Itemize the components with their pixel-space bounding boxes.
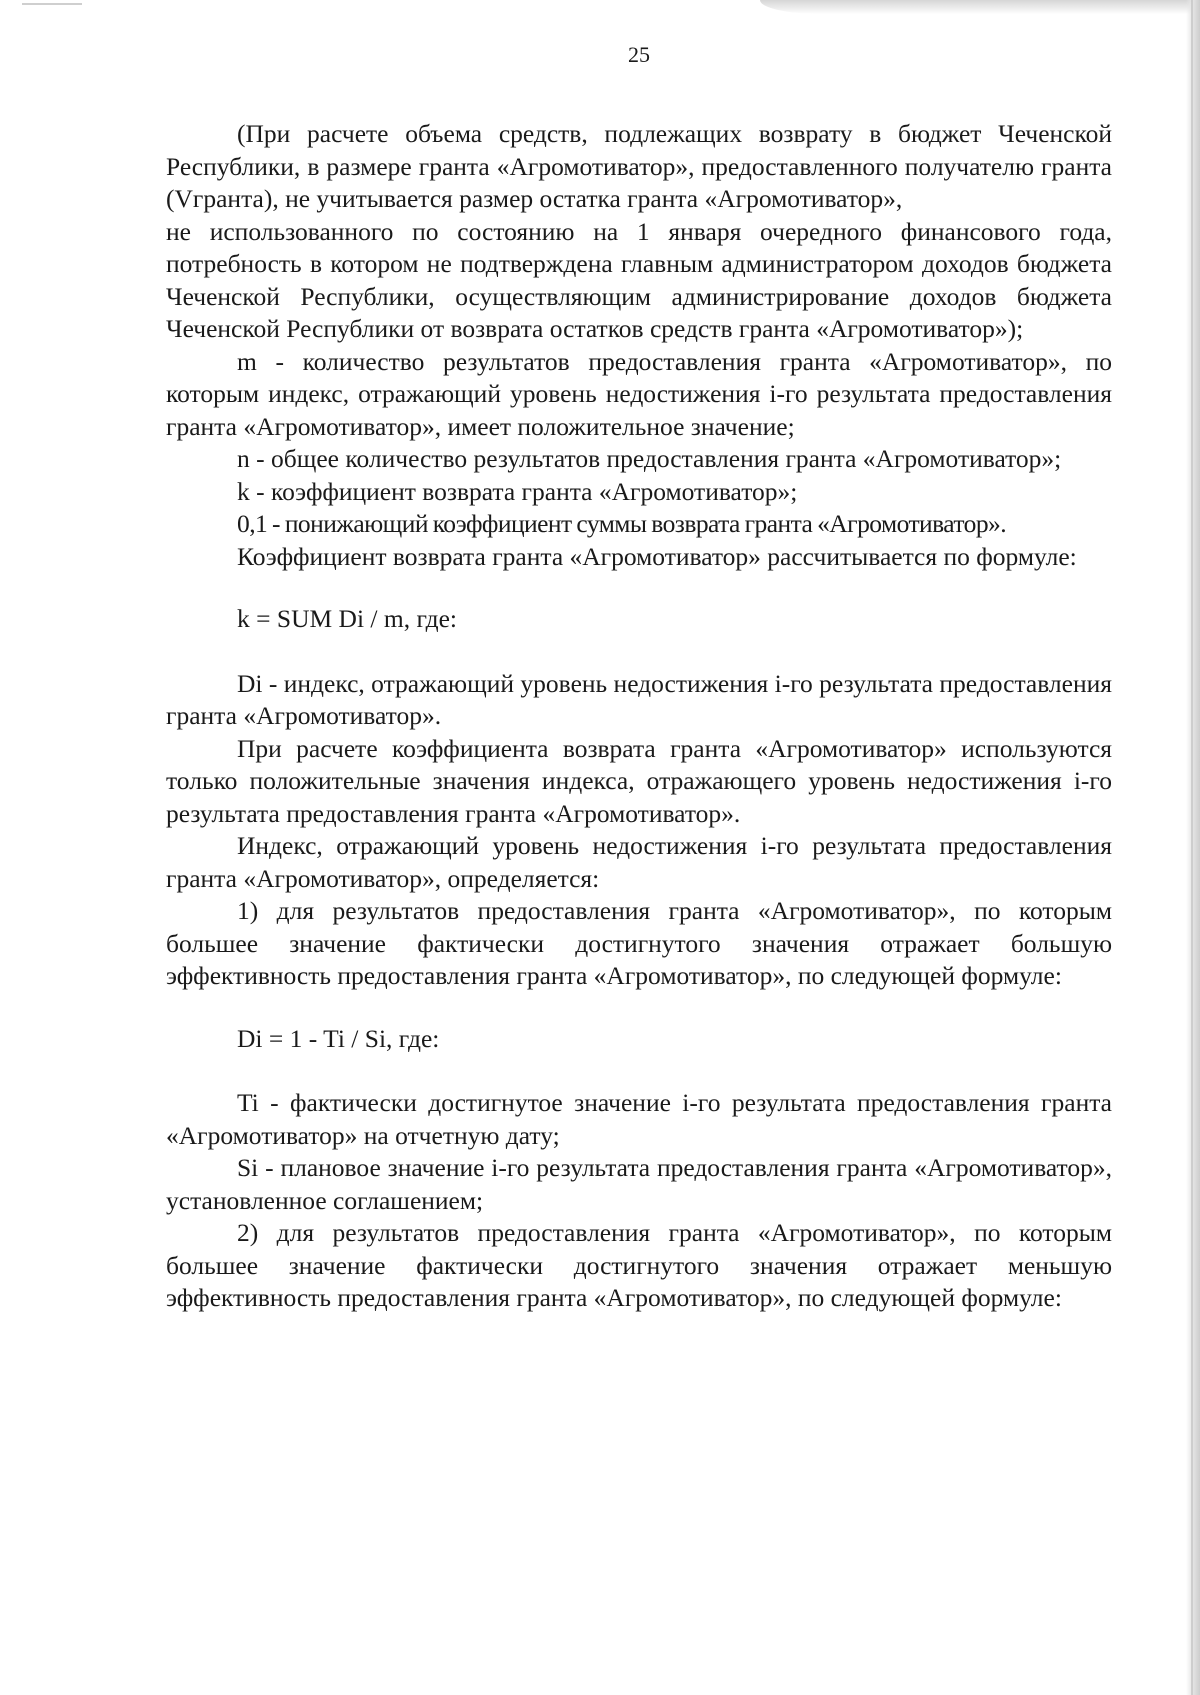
formula: Di = 1 - Ti / Si, где: <box>237 1023 440 1053</box>
paragraph: m - количество результатов предоставления гранта «Агромотиватор», по которым индекс, отражающий уровень недостижения i-го результата предоставления гранта «Агромотиватор», имеет положительное значение; <box>166 346 1112 441</box>
paragraph: n - общее количество результатов предоставления гранта «Агромотиватор»; <box>237 444 1062 473</box>
scan-edge-right <box>1186 0 1200 1695</box>
paragraph: Коэффициент возврата гранта «Агромотиватор» рассчитывается по формуле: <box>237 541 1077 571</box>
paragraph: 1) для результатов предоставления гранта «Агромотиватор», по которым большее значение фактически достигнутого значения отражает большую эффективность предоставления гранта «Агромотиватор», по следующей формуле: <box>166 896 1112 990</box>
paragraph: Di - индекс, отражающий уровень недостижения i-го результата предоставления гранта «Агромотиватор». <box>166 668 1112 730</box>
scan-mark-top-left <box>22 3 82 5</box>
document-body <box>166 118 1112 1315</box>
formula: k = SUM Di / m, где: <box>237 604 458 633</box>
paragraph: k - коэффициент возврата гранта «Агромотиватор»; <box>237 476 798 506</box>
paragraph: 0,1 - понижающий коэффициент суммы возврата гранта «Агромотиватор». <box>237 509 1007 538</box>
scan-line-right <box>1191 0 1193 1695</box>
paragraph: Ti - фактически достигнутое значение i-го результата предоставления гранта «Агромотиватор» на отчетную дату; <box>166 1088 1112 1150</box>
paragraph: не использованного по состоянию на 1 января очередного финансового года, потребность в котором не подтверждена главным администратором доходов бюджета Чеченской Республики, осуществляющим администрирование доходов бюджета Чеченской Республики от возврата остатков средств гранта «Агромотиватор»); <box>166 216 1112 343</box>
paragraph: Индекс, отражающий уровень недостижения i-го результата предоставления гранта «Агромотиватор», определяется: <box>166 831 1112 893</box>
paragraph: При расчете коэффициента возврата гранта «Агромотиватор» используются только положительные значения индекса, отражающего уровень недостижения i-го результата предоставления гранта «Агромотиватор». <box>166 733 1112 828</box>
scan-edge-top <box>760 0 1200 14</box>
page-number: 25 <box>628 42 650 67</box>
paragraph: Si - плановое значение i-го результата предоставления гранта «Агромотиватор», установленное соглашением; <box>166 1153 1112 1215</box>
paragraph: 2) для результатов предоставления гранта «Агромотиватор», по которым большее значение фактически достигнутого значения отражает меньшую эффективность предоставления гранта «Агромотиватор», по следующей формуле: <box>166 1218 1112 1312</box>
paragraph: (При расчете объема средств, подлежащих возврату в бюджет Чеченской Республики, в размере гранта «Агромотиватор», предоставленного получателю гранта (Vгранта), не учитывается размер остатка гранта «Агромотиватор», <box>166 119 1112 213</box>
